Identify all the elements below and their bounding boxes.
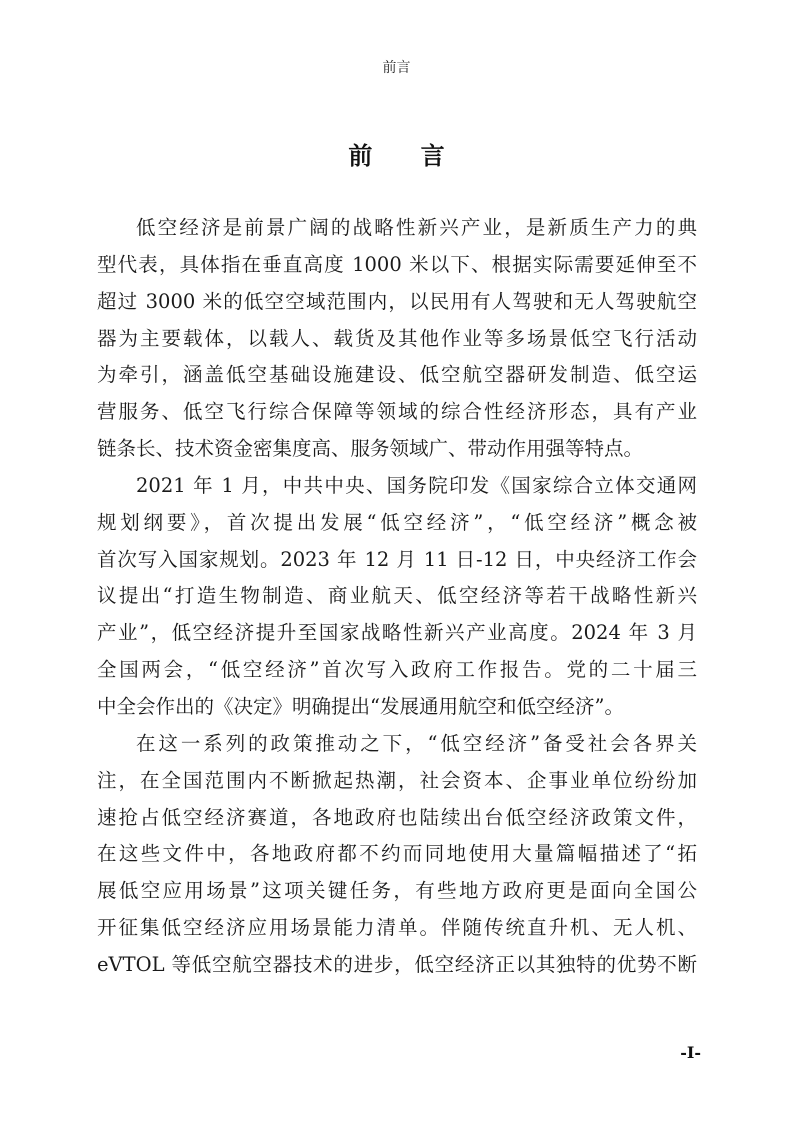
text-line: 速抢占低空经济赛道，各地政府也陆续出台低空经济政策文件， xyxy=(97,805,697,829)
page-number: -I- xyxy=(680,1043,701,1062)
text-line: 超过 3000 米的低空空域范围内，以民用有人驾驶和无人驾驶航空 xyxy=(97,289,697,313)
paragraph xyxy=(97,210,697,468)
text-line: 全国两会，“低空经济”首次写入政府工作报告。党的二十届三 xyxy=(97,658,697,682)
text-line: 营服务、低空飞行综合保障等领域的综合性经济形态，具有产业 xyxy=(97,400,697,424)
text-line: 产业”，低空经济提升至国家战略性新兴产业高度。2024 年 3 月 xyxy=(97,621,697,645)
text-line: 为牵引，涵盖低空基础设施建设、低空航空器研发制造、低空运 xyxy=(97,363,697,387)
page-title: 前 言 xyxy=(348,141,465,170)
text-line: 规划纲要》，首次提出发展“低空经济”，“低空经济”概念被 xyxy=(97,510,697,534)
text-line: 议提出“打造生物制造、商业航天、低空经济等若干战略性新兴 xyxy=(97,584,697,608)
document-body xyxy=(97,210,697,984)
text-line: 型代表，具体指在垂直高度 1000 米以下、根据实际需要延伸至不 xyxy=(97,252,697,276)
text-line: 在这些文件中，各地政府都不约而同地使用大量篇幅描述了“拓 xyxy=(97,842,697,866)
text-line: 注，在全国范围内不断掀起热潮，社会资本、企事业单位纷纷加 xyxy=(97,768,697,792)
text-line: 在这一系列的政策推动之下，“低空经济”备受社会各界关 xyxy=(136,731,697,755)
paragraph xyxy=(97,726,697,984)
text-line: 首次写入国家规划。2023 年 12 月 11 日-12 日，中央经济工作会 xyxy=(97,547,697,571)
text-line: 链条长、技术资金密集度高、服务领域广、带动作用强等特点。 xyxy=(97,437,644,461)
text-line: eVTOL 等低空航空器技术的进步，低空经济正以其独特的优势不断 xyxy=(97,952,697,976)
text-line: 开征集低空经济应用场景能力清单。伴随传统直升机、无人机、 xyxy=(97,916,697,940)
text-line: 中全会作出的《决定》明确提出“发展通用航空和低空经济”。 xyxy=(97,694,624,718)
running-header: 前言 xyxy=(382,60,411,76)
text-line: 低空经济是前景广阔的战略性新兴产业，是新质生产力的典 xyxy=(136,216,697,239)
text-line: 器为主要载体，以载人、载货及其他作业等多场景低空飞行活动 xyxy=(97,326,697,350)
paragraph xyxy=(97,468,697,726)
text-line: 展低空应用场景”这项关键任务，有些地方政府更是面向全国公 xyxy=(97,879,697,903)
text-line: 2021 年 1 月，中共中央、国务院印发《国家综合立体交通网 xyxy=(136,473,697,497)
